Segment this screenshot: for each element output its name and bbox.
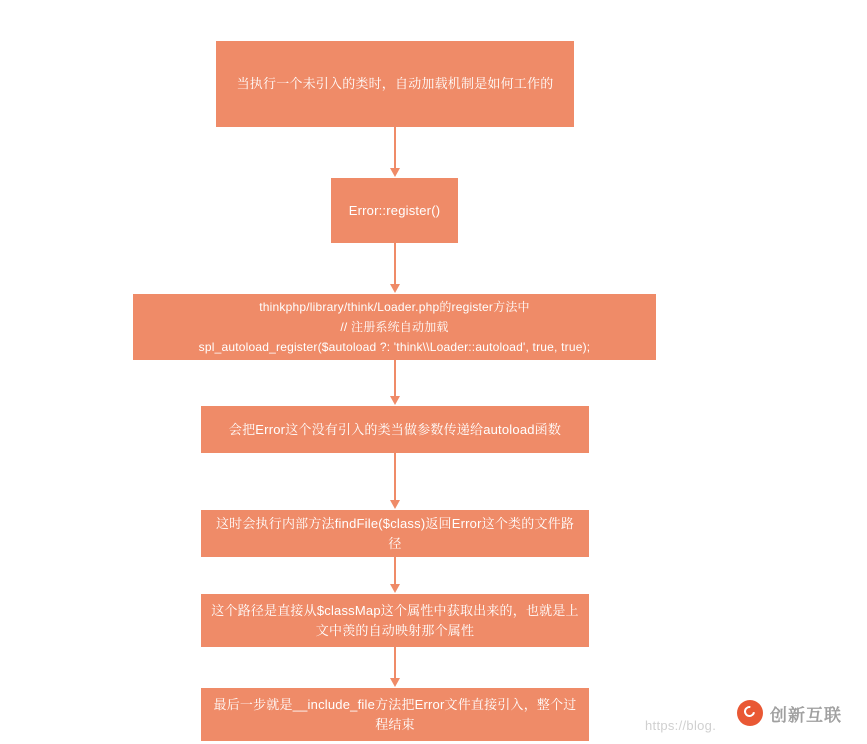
flow-node bbox=[216, 41, 574, 127]
flow-arrow bbox=[394, 557, 396, 585]
watermark-brand-label: 创新互联 bbox=[770, 705, 842, 725]
watermark-brand bbox=[737, 700, 842, 726]
flow-node-label: thinkphp/library/think/Loader.php的register方法中 // 注册系统自动加载 spl_autoload_register($autoload ?: 'think\\Loader::autoload', true, true); bbox=[198, 300, 591, 354]
flow-node-label: 最后一步就是__include_file方法把Error文件直接引入，整个过程结束 bbox=[213, 696, 577, 732]
flow-arrow bbox=[394, 453, 396, 501]
flow-node-label: 当执行一个未引入的类时，自动加载机制是如何工作的 bbox=[236, 76, 554, 91]
flow-arrow bbox=[394, 127, 396, 169]
flow-node bbox=[201, 594, 589, 647]
flow-node-label: 会把Error这个没有引入的类当做参数传递给autoload函数 bbox=[228, 421, 562, 437]
flow-arrow bbox=[394, 243, 396, 285]
flow-node-label: 这个路径是直接从$classMap这个属性中获取出来的，也就是上文中羡的自动映射那个属性 bbox=[211, 602, 579, 638]
flow-node bbox=[201, 688, 589, 741]
flow-arrow bbox=[394, 647, 396, 679]
flow-node-label: 这时会执行内部方法findFile($class)返回Error这个类的文件路径 bbox=[215, 515, 575, 551]
flow-node-label: Error::register() bbox=[348, 202, 441, 218]
brand-logo-icon bbox=[737, 700, 763, 726]
flow-node bbox=[331, 178, 458, 243]
flow-arrow bbox=[394, 360, 396, 397]
watermark-url: https://blog. bbox=[645, 718, 717, 733]
flow-node bbox=[201, 510, 589, 557]
flow-node bbox=[201, 406, 589, 453]
flow-node bbox=[133, 294, 656, 360]
